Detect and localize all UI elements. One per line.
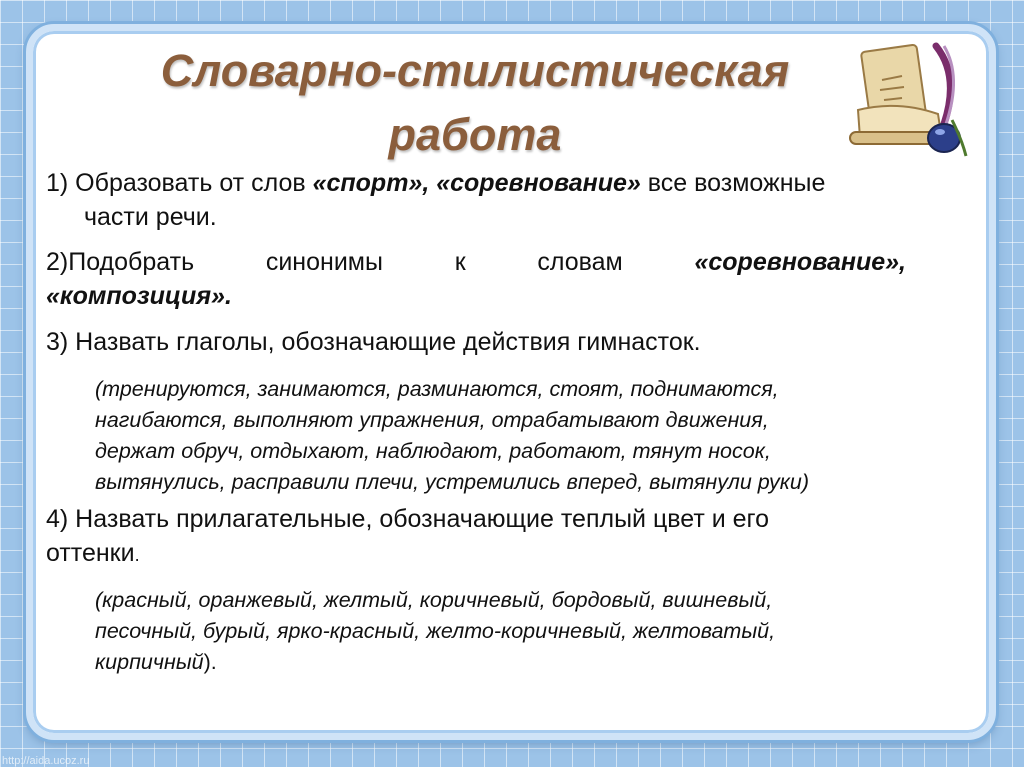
task-3-examples bbox=[95, 374, 965, 498]
task-4-examples bbox=[95, 585, 965, 678]
watermark: http://aida.ucoz.ru bbox=[2, 755, 90, 767]
task-4-examples-end: ). bbox=[203, 650, 217, 674]
task-4-example-line: кирпичный bbox=[95, 650, 204, 674]
task-3-example-line: держат обруч, отдыхают, наблюдают, работают, тянут носок, bbox=[95, 439, 771, 463]
slide-title-line-1: Словарно-стилистическая bbox=[160, 45, 790, 96]
task-4-line-1: 4) Назвать прилагательные, обозначающие теплый цвет и его bbox=[46, 505, 770, 533]
task-4-line-2-end: . bbox=[134, 545, 140, 565]
task-2 bbox=[46, 245, 906, 313]
task-2-word-5: «соревнование», bbox=[694, 248, 906, 276]
task-3-example-line: нагибаются, выполняют упражнения, отрабатывают движения, bbox=[95, 408, 769, 432]
scroll-quill-ink-icon bbox=[844, 40, 972, 160]
task-4-example-line: (красный, оранжевый, желтый, коричневый, бордовый, вишневый, bbox=[95, 588, 773, 612]
task-1-line-2: части речи. bbox=[84, 203, 217, 231]
task-1 bbox=[46, 166, 906, 234]
task-1-prefix: 1) Образовать от слов bbox=[46, 169, 313, 197]
task-2-word-4: словам bbox=[537, 248, 623, 276]
task-3: 3) Назвать глаголы, обозначающие действия гимнасток. bbox=[46, 328, 701, 356]
task-4-line-2: оттенки bbox=[46, 539, 135, 567]
slide-title-line-2: работа bbox=[388, 109, 562, 160]
task-2-word-3: к bbox=[454, 248, 466, 276]
task-2-word-2: синонимы bbox=[265, 248, 383, 276]
task-3-example-line: (тренируются, занимаются, разминаются, стоят, поднимаются, bbox=[95, 377, 779, 401]
task-2-line-2: «композиция». bbox=[46, 282, 232, 310]
task-4 bbox=[46, 502, 906, 572]
task-4-example-line: песочный, бурый, ярко-красный, желто-коричневый, желтоватый, bbox=[95, 619, 776, 643]
task-1-suffix: все возможные bbox=[640, 169, 826, 197]
task-3-example-line: вытянулись, расправили плечи, устремились вперед, вытянули руки) bbox=[95, 470, 810, 494]
task-2-word-1: 2)Подобрать bbox=[46, 248, 195, 276]
task-1-words: «спорт», «соревнование» bbox=[312, 169, 641, 197]
